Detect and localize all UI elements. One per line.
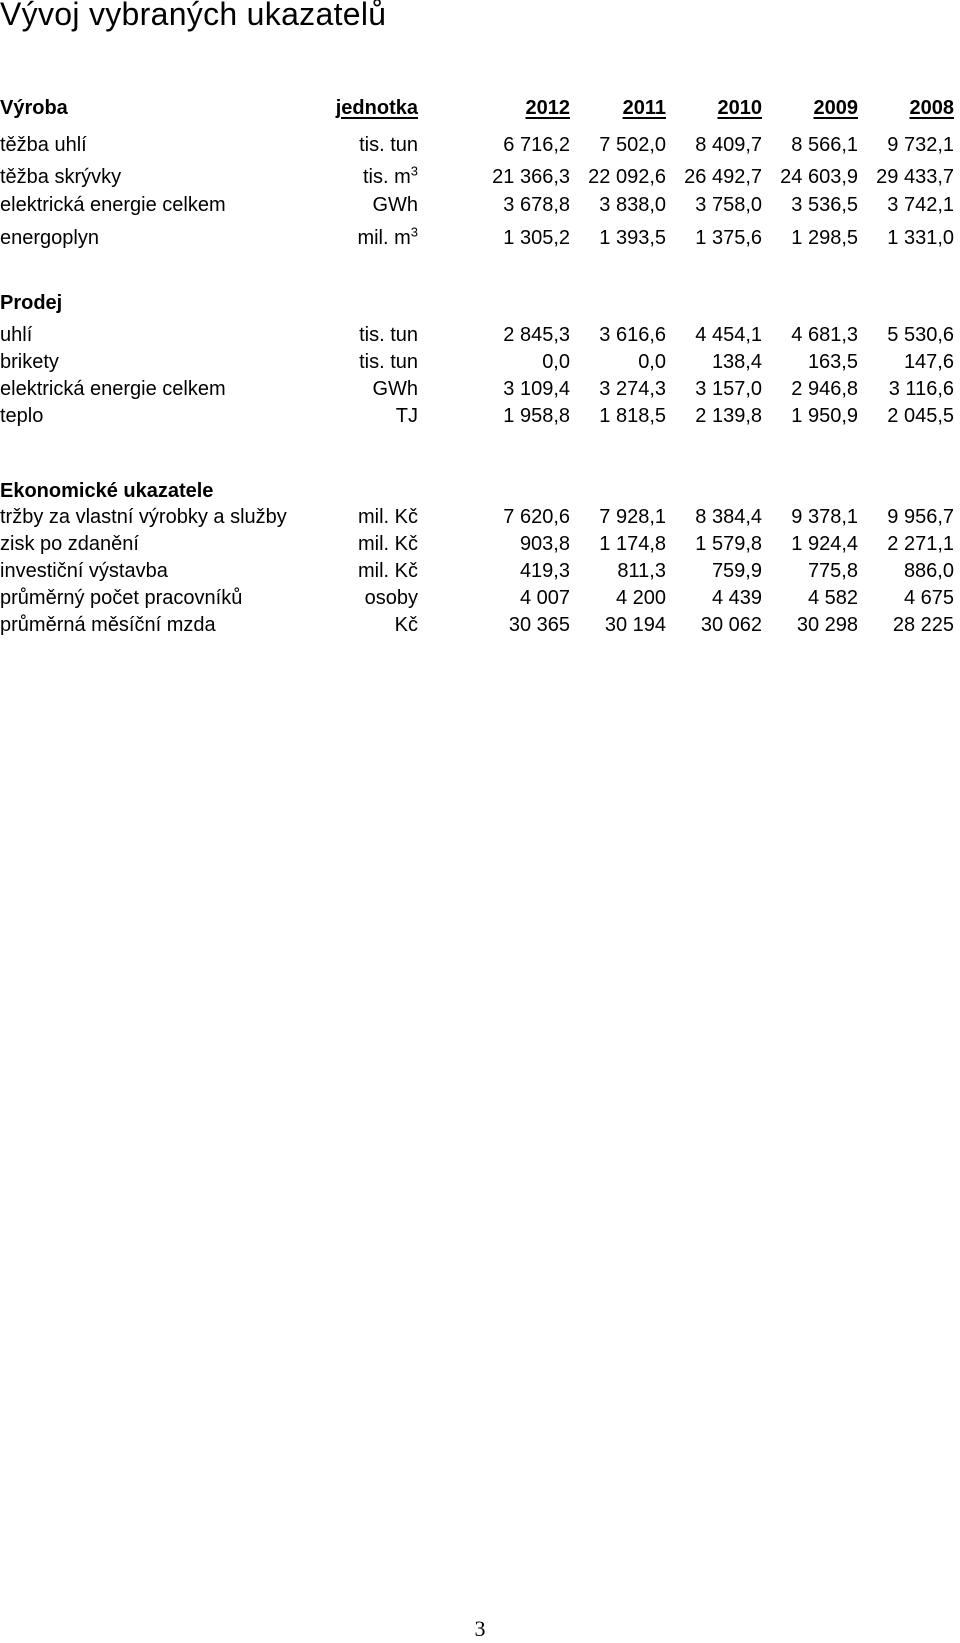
row-unit bbox=[358, 530, 418, 558]
row-label: těžba skrývky bbox=[0, 166, 122, 188]
row-label: tržby za vlastní výrobky a služby bbox=[0, 506, 287, 528]
row-value-2008: 29 433,7 bbox=[876, 166, 954, 188]
row-value-2008: 1 331,0 bbox=[887, 227, 954, 249]
unit-text: GWh bbox=[372, 378, 418, 400]
row-value-2008: 5 530,6 bbox=[887, 324, 954, 346]
unit-text: TJ bbox=[395, 405, 418, 427]
row-label: energoplyn bbox=[0, 227, 99, 249]
row-value-2011: 4 200 bbox=[615, 587, 666, 609]
row-value-2010: 759,9 bbox=[711, 560, 762, 582]
row-label: průměrný počet pracovníků bbox=[0, 587, 243, 609]
row-value-2008: 886,0 bbox=[903, 560, 954, 582]
row-value-2010: 3 758,0 bbox=[695, 194, 762, 216]
page-title: Vývoj vybraných ukazatelů bbox=[0, 0, 387, 32]
table-header-row bbox=[0, 94, 960, 122]
section-title-vyroba: Výroba bbox=[0, 97, 68, 119]
row-value-2010: 4 454,1 bbox=[695, 324, 762, 346]
table-row bbox=[0, 131, 960, 159]
year-header-2009: 2009 bbox=[813, 97, 858, 119]
row-value-2010: 3 157,0 bbox=[695, 378, 762, 400]
unit-text: Kč bbox=[394, 614, 418, 636]
row-value-2012: 2 845,3 bbox=[503, 324, 570, 346]
row-value-2010: 138,4 bbox=[711, 351, 762, 373]
row-value-2009: 1 298,5 bbox=[791, 227, 858, 249]
unit-text: mil. m bbox=[357, 227, 411, 249]
row-unit bbox=[359, 321, 418, 349]
row-value-2009: 9 378,1 bbox=[791, 506, 858, 528]
row-value-2010: 26 492,7 bbox=[684, 166, 762, 188]
unit-superscript: 3 bbox=[410, 224, 418, 240]
row-value-2009: 163,5 bbox=[807, 351, 858, 373]
row-value-2010: 8 384,4 bbox=[695, 506, 762, 528]
row-value-2008: 2 045,5 bbox=[887, 405, 954, 427]
row-value-2009: 775,8 bbox=[807, 560, 858, 582]
row-label: průměrná měsíční mzda bbox=[0, 614, 216, 636]
table-row bbox=[0, 402, 960, 430]
table-row bbox=[0, 530, 960, 558]
row-value-2012: 4 007 bbox=[519, 587, 570, 609]
unit-text: tis. tun bbox=[359, 324, 418, 346]
row-value-2012: 0,0 bbox=[542, 351, 570, 373]
row-value-2009: 2 946,8 bbox=[791, 378, 858, 400]
row-value-2011: 1 174,8 bbox=[599, 533, 666, 555]
row-value-2008: 147,6 bbox=[903, 351, 954, 373]
row-value-2009: 4 681,3 bbox=[791, 324, 858, 346]
year-header-2011: 2011 bbox=[622, 97, 666, 119]
row-unit bbox=[357, 224, 418, 252]
row-value-2011: 3 274,3 bbox=[599, 378, 666, 400]
row-value-2009: 1 924,4 bbox=[791, 533, 858, 555]
row-unit bbox=[358, 557, 418, 585]
row-value-2010: 8 409,7 bbox=[695, 134, 762, 156]
row-value-2009: 8 566,1 bbox=[791, 134, 858, 156]
row-value-2008: 9 956,7 bbox=[887, 506, 954, 528]
row-unit bbox=[359, 131, 418, 159]
row-label: elektrická energie celkem bbox=[0, 378, 226, 400]
table-row bbox=[0, 348, 960, 376]
row-value-2012: 21 366,3 bbox=[492, 166, 570, 188]
row-value-2012: 3 109,4 bbox=[503, 378, 570, 400]
row-label: brikety bbox=[0, 351, 59, 373]
row-label: zisk po zdanění bbox=[0, 533, 139, 555]
unit-text: osoby bbox=[364, 587, 418, 609]
row-value-2011: 7 502,0 bbox=[599, 134, 666, 156]
table-row bbox=[0, 557, 960, 585]
table-row bbox=[0, 375, 960, 403]
section-title-prodej: Prodej bbox=[0, 292, 63, 314]
row-value-2011: 7 928,1 bbox=[599, 506, 666, 528]
row-value-2011: 3 838,0 bbox=[599, 194, 666, 216]
row-unit bbox=[363, 163, 418, 191]
row-value-2011: 1 393,5 bbox=[599, 227, 666, 249]
table-row bbox=[0, 163, 960, 191]
row-value-2010: 1 375,6 bbox=[695, 227, 762, 249]
row-value-2009: 1 950,9 bbox=[791, 405, 858, 427]
table-row bbox=[0, 611, 960, 639]
row-unit bbox=[359, 348, 418, 376]
row-value-2008: 3 742,1 bbox=[887, 194, 954, 216]
row-value-2010: 30 062 bbox=[700, 614, 762, 636]
row-label: těžba uhlí bbox=[0, 134, 87, 156]
row-value-2011: 0,0 bbox=[638, 351, 666, 373]
row-label: teplo bbox=[0, 405, 44, 427]
year-header-2010: 2010 bbox=[717, 97, 762, 119]
unit-text: tis. m bbox=[362, 166, 411, 188]
section-title-ekonomicke: Ekonomické ukazatele bbox=[0, 480, 214, 502]
row-value-2011: 811,3 bbox=[617, 560, 666, 582]
unit-superscript: 3 bbox=[410, 163, 418, 179]
table-row bbox=[0, 503, 960, 531]
row-value-2008: 9 732,1 bbox=[887, 134, 954, 156]
row-value-2012: 903,8 bbox=[519, 533, 570, 555]
row-value-2012: 3 678,8 bbox=[503, 194, 570, 216]
row-value-2012: 30 365 bbox=[508, 614, 570, 636]
row-value-2011: 1 818,5 bbox=[599, 405, 666, 427]
row-value-2011: 22 092,6 bbox=[588, 166, 666, 188]
year-header-2012: 2012 bbox=[525, 97, 570, 119]
row-label: uhlí bbox=[0, 324, 33, 346]
row-unit bbox=[372, 191, 418, 219]
row-unit bbox=[372, 375, 418, 403]
unit-text: mil. Kč bbox=[358, 506, 418, 528]
row-unit bbox=[396, 402, 418, 430]
table-row bbox=[0, 191, 960, 219]
unit-text: tis. tun bbox=[359, 351, 418, 373]
table-row bbox=[0, 584, 960, 612]
row-unit bbox=[395, 611, 418, 639]
row-value-2008: 3 116,6 bbox=[888, 378, 954, 400]
unit-text: mil. Kč bbox=[358, 560, 418, 582]
row-value-2012: 6 716,2 bbox=[503, 134, 570, 156]
unit-text: mil. Kč bbox=[358, 533, 418, 555]
row-value-2009: 3 536,5 bbox=[791, 194, 858, 216]
row-value-2008: 4 675 bbox=[903, 587, 954, 609]
row-value-2011: 30 194 bbox=[604, 614, 666, 636]
unit-text: GWh bbox=[372, 194, 418, 216]
table-row bbox=[0, 321, 960, 349]
year-header-2008: 2008 bbox=[909, 97, 954, 119]
row-value-2008: 2 271,1 bbox=[887, 533, 954, 555]
row-value-2012: 419,3 bbox=[519, 560, 570, 582]
row-value-2012: 7 620,6 bbox=[503, 506, 570, 528]
row-unit bbox=[358, 503, 418, 531]
row-value-2009: 24 603,9 bbox=[780, 166, 858, 188]
row-value-2012: 1 305,2 bbox=[503, 227, 570, 249]
page-number: 3 bbox=[474, 1616, 486, 1641]
row-value-2012: 1 958,8 bbox=[503, 405, 570, 427]
row-value-2010: 1 579,8 bbox=[695, 533, 762, 555]
row-unit bbox=[365, 584, 418, 612]
row-value-2011: 3 616,6 bbox=[599, 324, 666, 346]
row-value-2010: 4 439 bbox=[711, 587, 762, 609]
unit-text: tis. tun bbox=[359, 134, 418, 156]
table-row bbox=[0, 224, 960, 252]
unit-column-header: jednotka bbox=[335, 97, 418, 119]
row-label: elektrická energie celkem bbox=[0, 194, 226, 216]
row-value-2009: 4 582 bbox=[807, 587, 858, 609]
row-value-2009: 30 298 bbox=[796, 614, 858, 636]
row-label: investiční výstavba bbox=[0, 560, 168, 582]
row-value-2008: 28 225 bbox=[892, 614, 954, 636]
row-value-2010: 2 139,8 bbox=[695, 405, 762, 427]
